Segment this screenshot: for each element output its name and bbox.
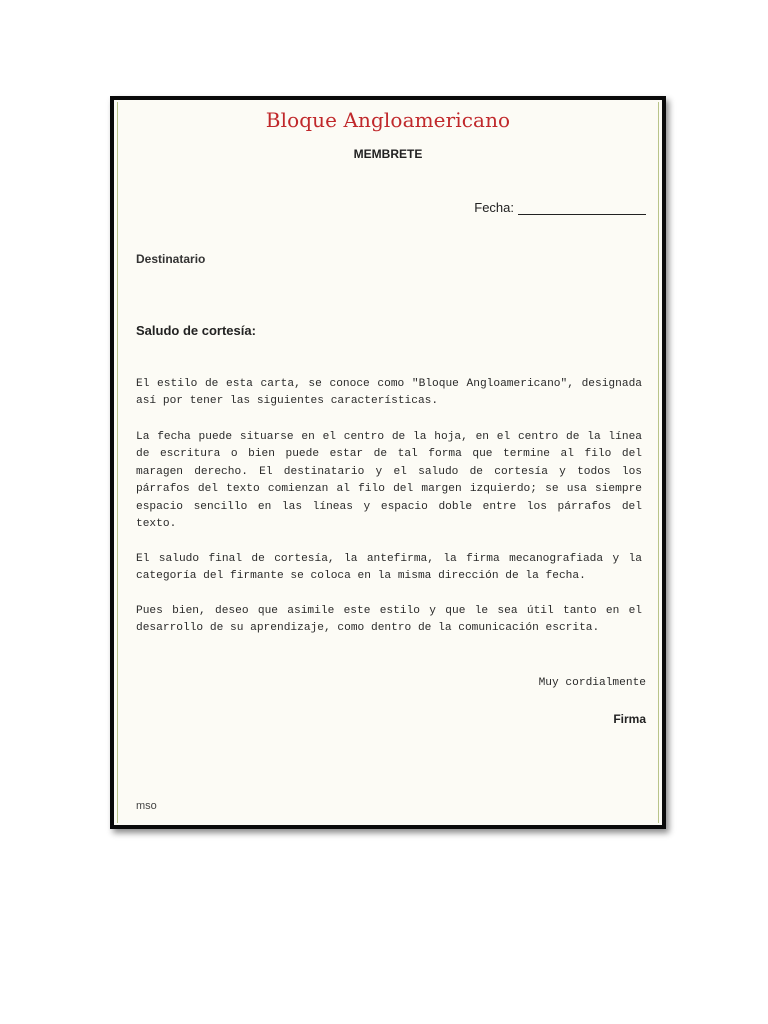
date-label: Fecha: <box>474 200 514 215</box>
body-paragraph-1: El estilo de esta carta, se conoce como "Bloque Angloamericano", designada así por tener las siguientes características. <box>136 378 642 408</box>
body-paragraph-3: El saludo final de cortesía, la antefirma, la firma mecanografiada y la categoría del firmante se coloca en la misma dirección de la fecha. <box>136 553 642 583</box>
signature-label: Firma <box>613 712 646 726</box>
letterhead-label: MEMBRETE <box>353 147 423 161</box>
margin-rule-right <box>658 102 659 823</box>
recipient-label: Destinatario <box>136 252 206 266</box>
body-paragraph-4: Pues bien, deseo que asimile este estilo y que le sea útil tanto en el desarrollo de su aprendizaje, como dentro de la comunicación escrita. <box>136 605 642 635</box>
greeting-label: Saludo de cortesía: <box>136 323 256 338</box>
date-field <box>474 200 646 215</box>
letter-title: Bloque Angloamericano <box>265 108 511 132</box>
closing-salutation: Muy cordialmente <box>538 677 646 689</box>
margin-rule-left <box>117 102 118 823</box>
body-paragraph-2: La fecha puede situarse en el centro de la hoja, en el centro de la línea de escritura o bien puede estar de tal forma que termine al filo del maragen derecho. El destinatario y el saludo de cortesía y todos los párrafos del texto comienzan al filo del margen izquierdo; se usa siempre espacio sencillo en las líneas y espacio doble entre los párrafos del texto. <box>136 431 642 531</box>
reference-initials: mso <box>136 800 157 812</box>
date-blank-line <box>518 202 646 215</box>
letter-sheet <box>110 96 666 829</box>
